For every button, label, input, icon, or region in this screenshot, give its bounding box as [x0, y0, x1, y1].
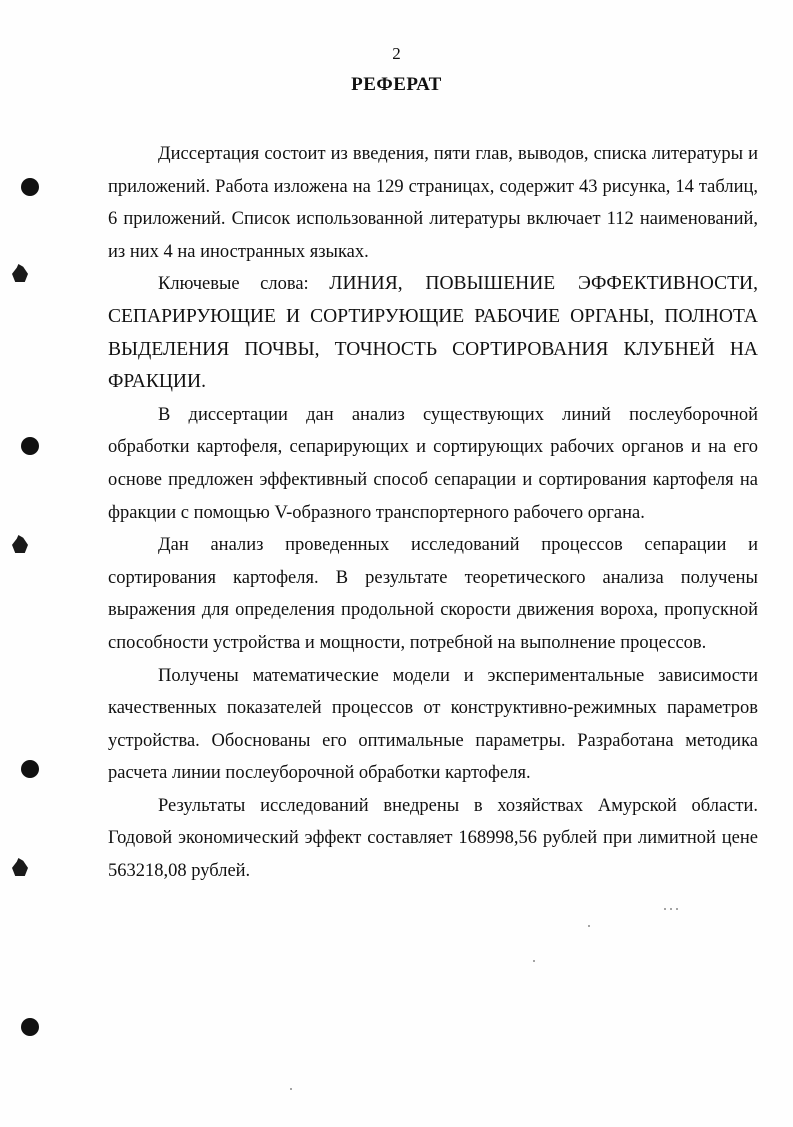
punch-hole [21, 178, 39, 196]
scan-speck [533, 960, 535, 962]
page-title: РЕФЕРАТ [351, 74, 442, 95]
scan-speck [664, 908, 666, 910]
binding-mark [12, 535, 28, 553]
keywords-list: ЛИНИЯ, ПОВЫШЕНИЕ ЭФФЕКТИВНОСТИ, СЕПАРИРУЮЩИЕ И СОРТИРУЮЩИЕ РАБОЧИЕ ОРГАНЫ, ПОЛНОТА ВЫДЕЛЕНИЯ ПОЧВЫ, ТОЧНОСТЬ СОРТИРОВАНИЯ КЛУБНЕЙ НА ФРАКЦИИ. [108, 273, 758, 393]
paragraph-models: Получены математические модели и экспериментальные зависимости качественных показателей процессов от конструктивно-режимных параметров устройства. Обоснованы его оптимальные параметры. Разработана методика расчета линии послеуборочной обработки картофеля. [108, 665, 758, 784]
paragraph-keywords [108, 268, 758, 398]
scan-speck [588, 925, 590, 927]
keywords-label: Ключевые слова: [158, 274, 330, 295]
paragraph-research: Дан анализ проведенных исследований процессов сепарации и сортирования картофеля. В результате теоретического анализа получены выражения для определения продольной скорости движения вороха, пропускной способности устройства и мощности, потребной на выполнение процессов. [108, 535, 758, 653]
punch-hole [21, 437, 39, 455]
paragraph-results: Результаты исследований внедрены в хозяйствах Амурской области. Годовой экономический эффект составляет 168998,56 рублей при лимитной цене 563218,08 рублей. [108, 795, 758, 882]
binding-mark [12, 858, 28, 876]
scan-speck [676, 908, 678, 910]
paragraph-analysis: В диссертации дан анализ существующих линий послеуборочной обработки картофеля, сепарирующих и сортирующих рабочих органов и на его основе предложен эффективный способ сепарации и сортирования картофеля на фракции с помощью V-образного транспортерного рабочего органа. [108, 404, 758, 523]
punch-hole [21, 760, 39, 778]
paragraph-structure: Диссертация состоит из введения, пяти глав, выводов, списка литературы и приложений. Работа изложена на 129 страницах, содержит 43 рисунка, 14 таблиц, 6 приложений. Список использованной литературы включает 112 наименований, из них 4 на иностранных языках. [108, 144, 758, 262]
scan-speck [290, 1088, 292, 1090]
binding-mark [12, 264, 28, 282]
page-number: 2 [392, 44, 401, 63]
scan-speck [670, 908, 672, 910]
punch-hole [21, 1018, 39, 1036]
abstract-body [108, 138, 758, 888]
